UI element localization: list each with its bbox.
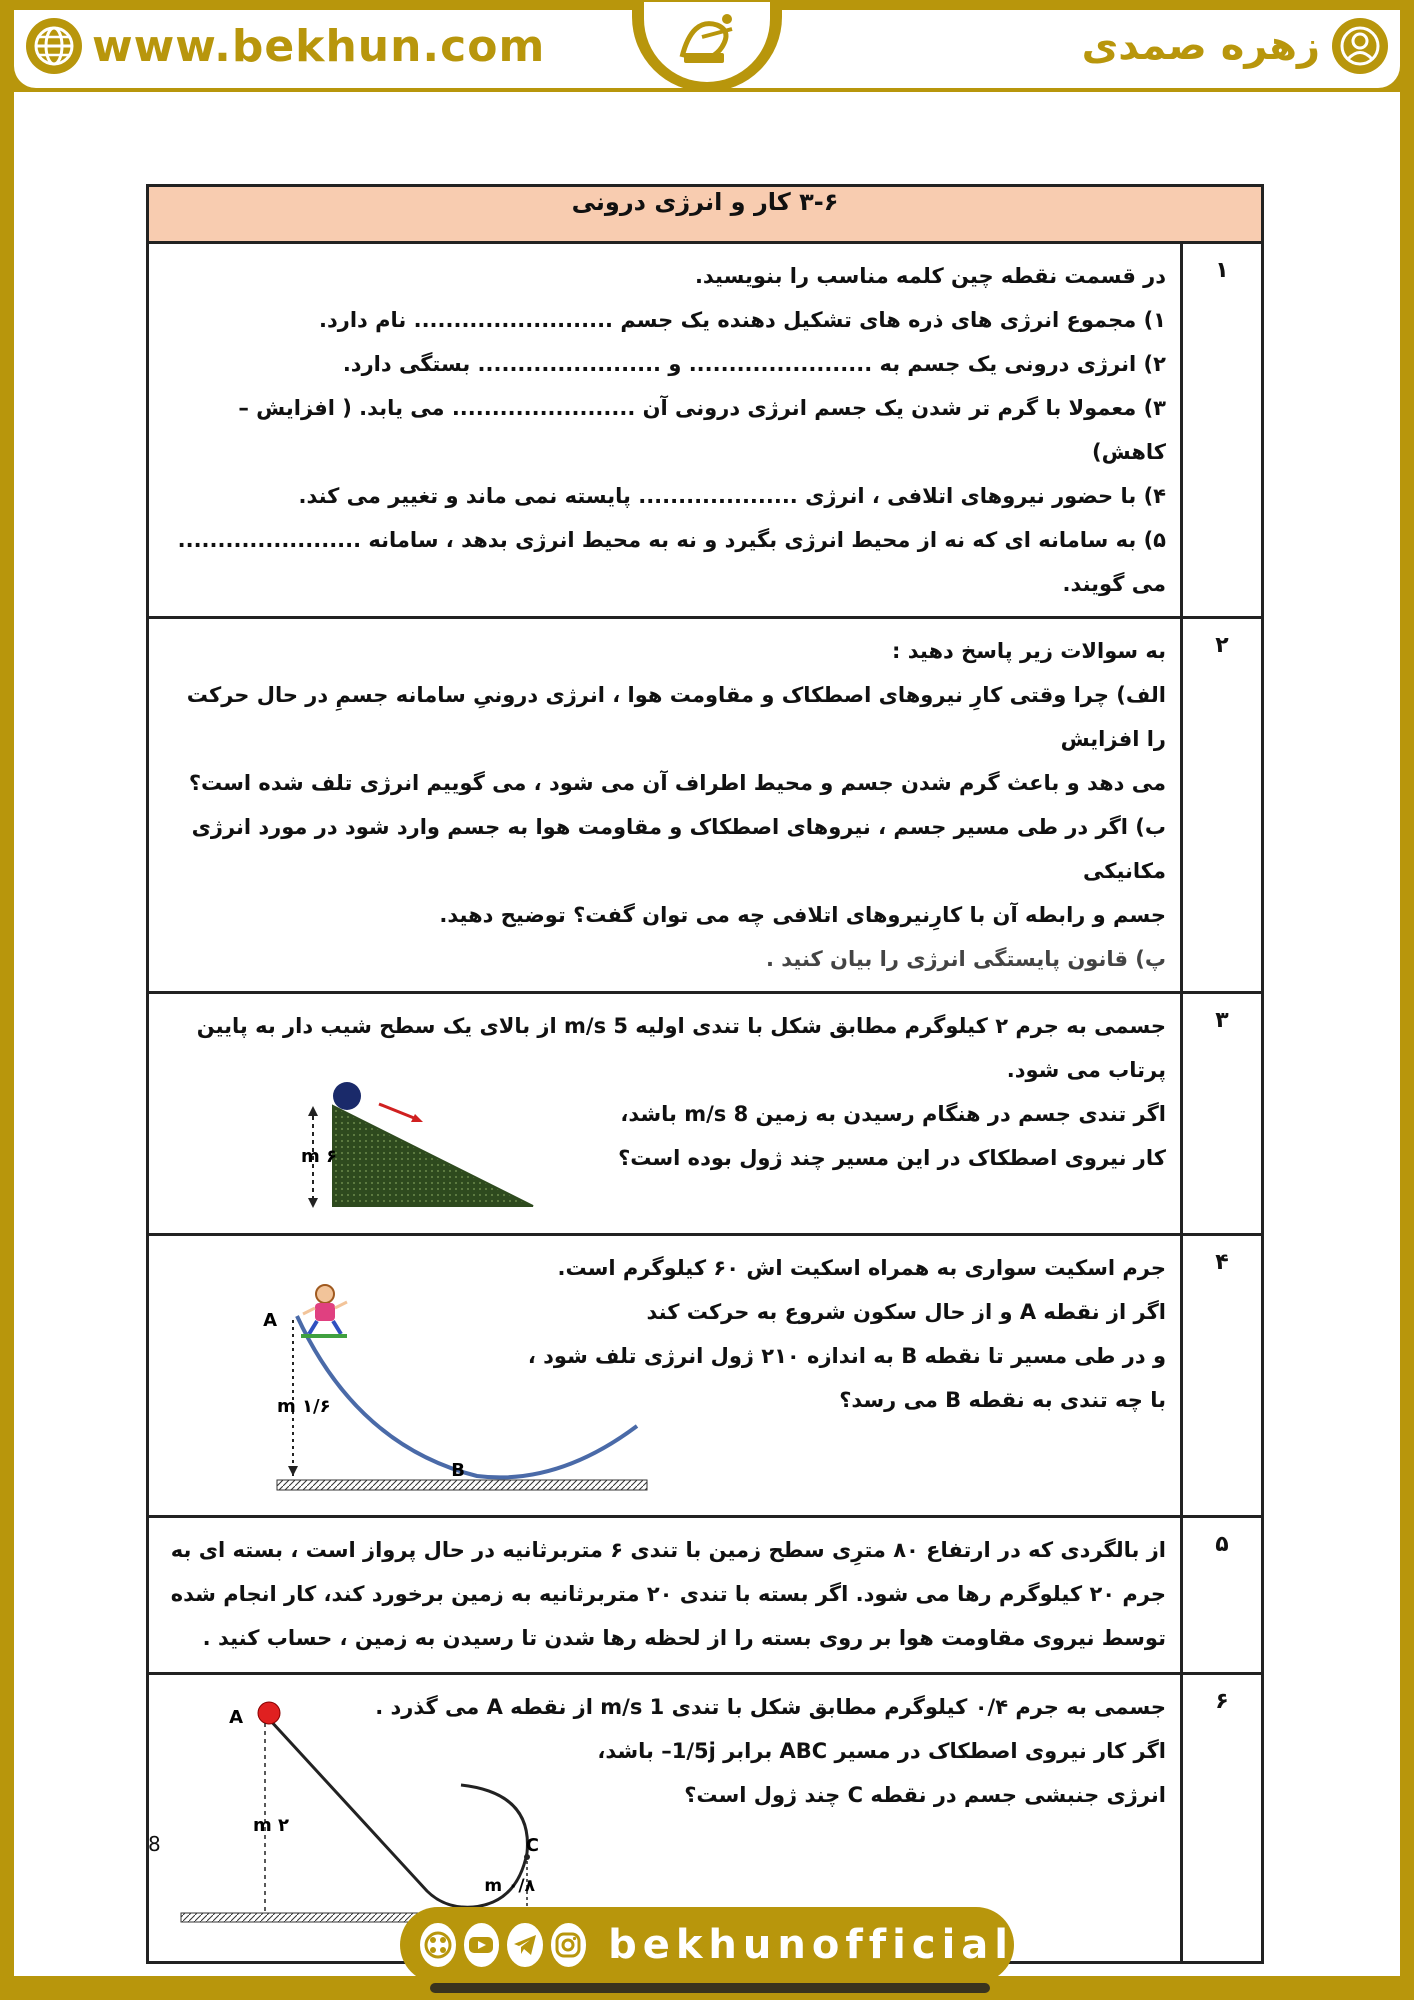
point-a-label: A <box>229 1707 243 1728</box>
question-line: در قسمت نقطه چین کلمه مناسب را بنویسید. <box>694 264 1166 288</box>
site-link[interactable] <box>26 18 545 74</box>
skater-icon <box>301 1285 347 1338</box>
youtube-icon[interactable] <box>464 1923 500 1967</box>
track-figure <box>177 1693 597 1933</box>
question-number: ۲ <box>1182 618 1263 993</box>
question-line: کار نیروی اصطکاک در این مسیر چند ژول بوده است؟ <box>618 1146 1166 1170</box>
point-a-label: A <box>263 1310 277 1331</box>
question-body <box>148 1517 1182 1674</box>
instagram-icon[interactable] <box>551 1923 587 1967</box>
question-line: ۴) با حضور نیروهای اتلافی ، انرژی .................... پایسته نمی ماند و تغییر می کند. <box>298 484 1166 508</box>
question-line: اگر از نقطه A و از حال سکون شروع به حرکت کند <box>646 1300 1166 1324</box>
telegram-icon[interactable] <box>507 1923 543 1967</box>
globe-icon <box>26 18 82 74</box>
height-a-label: ۲ m <box>253 1815 290 1836</box>
question-line: با چه تندی به نقطه B می رسد؟ <box>839 1388 1166 1412</box>
author-name: زهره صمدی <box>1081 23 1320 69</box>
question-number: ۵ <box>1182 1517 1263 1674</box>
social-badge[interactable] <box>400 1907 1014 1983</box>
ball-icon <box>333 1082 361 1110</box>
question-row <box>148 618 1263 993</box>
question-row <box>148 1517 1263 1674</box>
bekhun-logo-icon <box>662 7 752 77</box>
question-line: انرژی جنبشی جسم در نقطه C چند ژول است؟ <box>684 1783 1166 1807</box>
question-line: ۵) به سامانه ای که نه از محیط انرژی بگیرد و نه به محیط انرژی بدهد ، سامانه ....................... می گویند. <box>177 528 1166 596</box>
section-title: ۳-۶ کار و انرژی درونی <box>148 186 1263 243</box>
aparat-icon[interactable] <box>420 1923 456 1967</box>
point-b-label: B <box>451 1460 465 1481</box>
question-number: ۳ <box>1182 993 1263 1235</box>
footer-shadow <box>430 1983 990 1993</box>
question-line: جرم ۲۰ کیلوگرم رها می شود. اگر بسته با تندی ۲۰ متربرثانیه به زمین برخورد کند، کار انجام شده <box>170 1582 1166 1606</box>
height-label: ۱/۶ m <box>277 1396 331 1417</box>
question-line: جسمی به جرم ۲ کیلوگرم مطابق شکل با تندی اولیه m/s 5 از بالای یک سطح شیب دار به پایین <box>196 1014 1166 1038</box>
question-number: ۴ <box>1182 1235 1263 1517</box>
site-url: www.bekhun.com <box>92 20 546 72</box>
question-body <box>148 243 1182 618</box>
question-row <box>148 1235 1263 1517</box>
question-body <box>148 993 1182 1235</box>
point-c-label: C <box>525 1835 539 1856</box>
user-icon <box>1332 18 1388 74</box>
question-line: اگر تندی جسم در هنگام رسیدن به زمین m/s 8 باشد، <box>620 1102 1166 1126</box>
question-body <box>148 618 1182 993</box>
question-line: اگر کار نیروی اصطکاک در مسیر ABC برابر 1/5j– باشد، <box>597 1739 1166 1763</box>
section-title-row <box>148 186 1263 243</box>
height-label: ۶ m <box>301 1146 338 1167</box>
questions-table <box>146 184 1264 1964</box>
question-line: جسم و رابطه آن با کارِنیروهای اتلافی چه می توان گفت؟ توضیح دهید. <box>439 903 1166 927</box>
question-line: ۳) معمولا با گرم تر شدن یک جسم انرژی درونی آن ....................... می یابد. ( افزایش – کاهش) <box>238 396 1166 464</box>
question-line: توسط نیروی مقاومت هوا بر روی بسته را از لحظه رها شدن تا رسیدن به زمین ، حساب کنید . <box>202 1626 1166 1650</box>
question-line: از بالگردی که در ارتفاع ۸۰ مترِی سطح زمین با تندی ۶ متربرثانیه در حال پرواز است ، بسته ای به <box>170 1538 1166 1562</box>
social-handle: bekhunofficial <box>608 1922 1014 1968</box>
question-number: ۱ <box>1182 243 1263 618</box>
question-line: ب) اگر در طی مسیر جسم ، نیروهای اصطکاک و مقاومت هوا به جسم وارد شود در مورد انرژی مکانیکی <box>191 815 1166 883</box>
question-line: جسمی به جرم ۰/۴ کیلوگرم مطابق شکل با تندی m/s 1 از نقطه A می گذرد . <box>375 1695 1166 1719</box>
height-c-label: ۰/۸ m <box>484 1876 535 1896</box>
question-body <box>148 1235 1182 1517</box>
question-line: پرتاب می شود. <box>1006 1058 1166 1082</box>
incline-figure <box>243 1066 543 1216</box>
question-line: الف) چرا وقتی کارِ نیروهای اصطکاک و مقاومت هوا ، انرژی درونیِ سامانه جسمِ در حال حرکت را افزایش <box>186 683 1166 751</box>
skate-figure <box>217 1276 677 1504</box>
question-line: ۲) انرژی درونی یک جسم به ....................... و ....................... بستگی دارد. <box>342 352 1166 376</box>
question-line: پ) قانون پایستگی انرژی را بیان کنید . <box>765 947 1166 971</box>
page-number: 8 <box>148 1832 161 1856</box>
question-line: ۱) مجموع انرژی های ذره های تشکیل دهنده یک جسم ......................... نام دارد. <box>318 308 1166 332</box>
question-line: و در طی مسیر تا نقطه B به اندازه ۲۱۰ ژول انرژی تلف شود ، <box>527 1344 1166 1368</box>
question-line: می دهد و باعث گرم شدن جسم و محیط اطراف آن می شود ، می گوییم انرژی تلف شده است؟ <box>188 771 1166 795</box>
question-row <box>148 243 1263 618</box>
question-number: ۶ <box>1182 1674 1263 1963</box>
question-line: جرم اسکیت سواری به همراه اسکیت اش ۶۰ کیلوگرم است. <box>557 1256 1166 1280</box>
question-row <box>148 993 1263 1235</box>
question-line: به سوالات زیر پاسخ دهید : <box>892 639 1166 663</box>
author-badge <box>1082 18 1388 74</box>
